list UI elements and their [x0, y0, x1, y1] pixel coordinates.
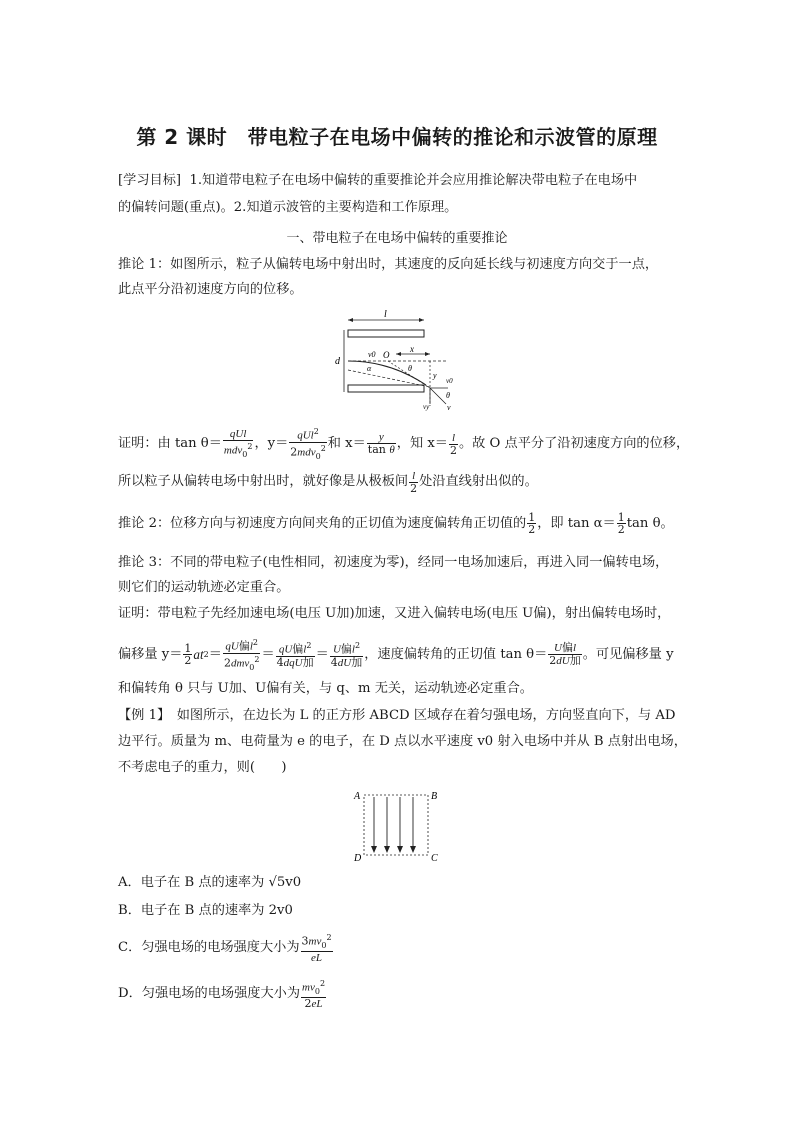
- fraction: $\frac{1}{2}$: [184, 642, 192, 668]
- label-D: D: [354, 853, 362, 864]
- fraction: $\frac{l}{2}$: [410, 470, 418, 495]
- proof3-text-1: 偏移量 y＝: [118, 646, 183, 662]
- corollary3-line-1: 推论 3：不同的带电粒子(电性相同，初速度为零)，经同一电场加速后，再进入同一偏转电场，: [118, 555, 669, 570]
- square-field-figure: [348, 789, 448, 864]
- proof1-text-6: 所以粒子从偏转电场中射出时，就好像是从极板间: [118, 474, 409, 489]
- label-v0-exit: v0: [446, 377, 453, 385]
- objectives-text-1: 1.知道带电粒子在电场中偏转的重要推论并会应用推论解决带电粒子在电场中: [189, 173, 638, 188]
- corollary2-text-3: tan θ。: [626, 515, 674, 531]
- label-d: d: [335, 356, 340, 367]
- corollary3-line-2: 则它们的运动轨迹必定重合。: [118, 580, 290, 595]
- corollary2-text-1: 推论 2：位移方向与初速度方向间夹角的正切值为速度偏转角正切值的: [118, 515, 527, 531]
- proof1-line-2: [118, 470, 678, 494]
- fraction: $\frac{qUl^2}{2mdv_0^2}$: [290, 427, 326, 461]
- proof3-line-2: 偏移量 y＝ $\frac{1}{2}$ at 2 ＝ $\frac{qU偏l^2}{2dmv_0^2}$ ＝ $\frac{qU偏l^2}{\text{4dqU加}}$ ＝ $\frac{U偏l^2}{\text{4dU加}}$ ，速度偏转角的正切值 tan θ＝ $\frac{\text{U偏l}}{\text{2dU加}}$ 。可见偏移量 y: [118, 638, 674, 672]
- objectives-line-2: 的偏转问题(重点)。2.知道示波管的主要构造和工作原理。: [118, 200, 458, 215]
- proof1-text-1: 证明：由 tan θ＝: [118, 435, 222, 451]
- label-vy: vy: [423, 403, 430, 411]
- fraction: $\frac{l}{2}$: [449, 431, 457, 457]
- label-O: O: [383, 350, 390, 360]
- label-B: B: [431, 791, 438, 802]
- corollary2-line: [118, 512, 678, 535]
- section-heading: 一、带电粒子在电场中偏转的重要推论: [286, 231, 508, 246]
- corollary1-line-1: 推论 1：如图所示，粒子从偏转电场中射出时，其速度的反向延长线与初速度方向交于一点，: [118, 257, 659, 272]
- option-c-text: C．匀强电场的电场强度大小为: [118, 939, 300, 955]
- label-C: C: [431, 853, 438, 864]
- label-A: A: [354, 791, 361, 802]
- option-b: B．电子在 B 点的速率为 2v0: [118, 903, 293, 918]
- page-title: 第 2 课时 带电粒子在电场中偏转的推论和示波管的原理: [136, 125, 658, 149]
- label-theta: θ: [408, 364, 412, 373]
- option-a: A．电子在 B 点的速率为 √5v0: [118, 875, 302, 890]
- corollary1-line-2: 此点平分沿初速度方向的位移。: [118, 282, 303, 297]
- fraction: $\frac{mv_0^2}{2eL}$: [302, 979, 326, 1010]
- label-y: y: [433, 371, 437, 380]
- proof1-text-4: ，知 x＝: [396, 435, 448, 451]
- proof1-text-5: 。故 O 点平分了沿初速度方向的位移，: [458, 435, 690, 451]
- option-d: [118, 978, 678, 1010]
- proof3-text-3: 。可见偏移量 y: [582, 646, 674, 662]
- proof1-text-7: 处沿直线射出似的。: [419, 474, 538, 489]
- fraction: $\frac{\text{U偏l}}{\text{2dU加}}$: [549, 641, 581, 668]
- fraction: $\frac{1}{2}$: [528, 511, 536, 536]
- objectives-tag: [学习目标]: [118, 173, 182, 188]
- fraction: $\frac{qU偏l^2}{\text{4dqU加}}$: [276, 641, 314, 670]
- label-v: v: [447, 403, 451, 412]
- label-l: l: [384, 309, 387, 320]
- fraction: $\frac{1}{2}$: [617, 511, 625, 536]
- proof1-line-1: [118, 426, 690, 462]
- objectives-line-1: [118, 170, 678, 192]
- example1-line-2: 边平行。质量为 m、电荷量为 e 的电子，在 D 点以水平速度 v0 射入电场中并从 B 点射出电场，: [118, 734, 687, 749]
- label-alpha: α: [367, 364, 372, 373]
- deflection-figure: [330, 308, 465, 413]
- fraction: $\frac{3mv_0^2}{eL}$: [301, 933, 332, 964]
- option-d-text: D．匀强电场的电场强度大小为: [118, 985, 301, 1001]
- proof1-text-2: ，y＝: [254, 435, 289, 451]
- example1-line-3: 不考虑电子的重力，则( ): [118, 760, 287, 775]
- label-v0-entry: v0: [368, 350, 376, 359]
- fraction: $\frac{qU偏l^2}{2dmv_0^2}$: [223, 638, 260, 672]
- example1-line-1: 【例 1】 如图所示，在边长为 L 的正方形 ABCD 区域存在着匀强电场，方向竖直向下，与 AD: [118, 708, 676, 723]
- proof3-line-1: 证明：带电粒子先经加速电场(电压 U加)加速，又进入偏转电场(电压 U偏)，射出偏转电场时，: [118, 606, 671, 621]
- proof3-line-3: 和偏转角 θ 只与 U加、U偏有关，与 q、m 无关，运动轨迹必定重合。: [118, 681, 533, 696]
- corollary2-text-2: ，即 tan α＝: [537, 515, 616, 531]
- fraction: $\frac{U偏l^2}{\text{4dU加}}$: [330, 641, 363, 670]
- fraction: $\frac{y}{\text{tan θ}}$: [367, 431, 395, 457]
- proof3-text-2: ，速度偏转角的正切值 tan θ＝: [364, 646, 548, 662]
- fraction: $\frac{\text{qUl}}{mdv_0^2}$: [223, 427, 253, 459]
- label-x: x: [410, 344, 414, 354]
- proof1-text-3: 和 x＝: [327, 435, 366, 451]
- label-theta-exit: θ: [446, 391, 450, 400]
- option-c: [118, 932, 678, 964]
